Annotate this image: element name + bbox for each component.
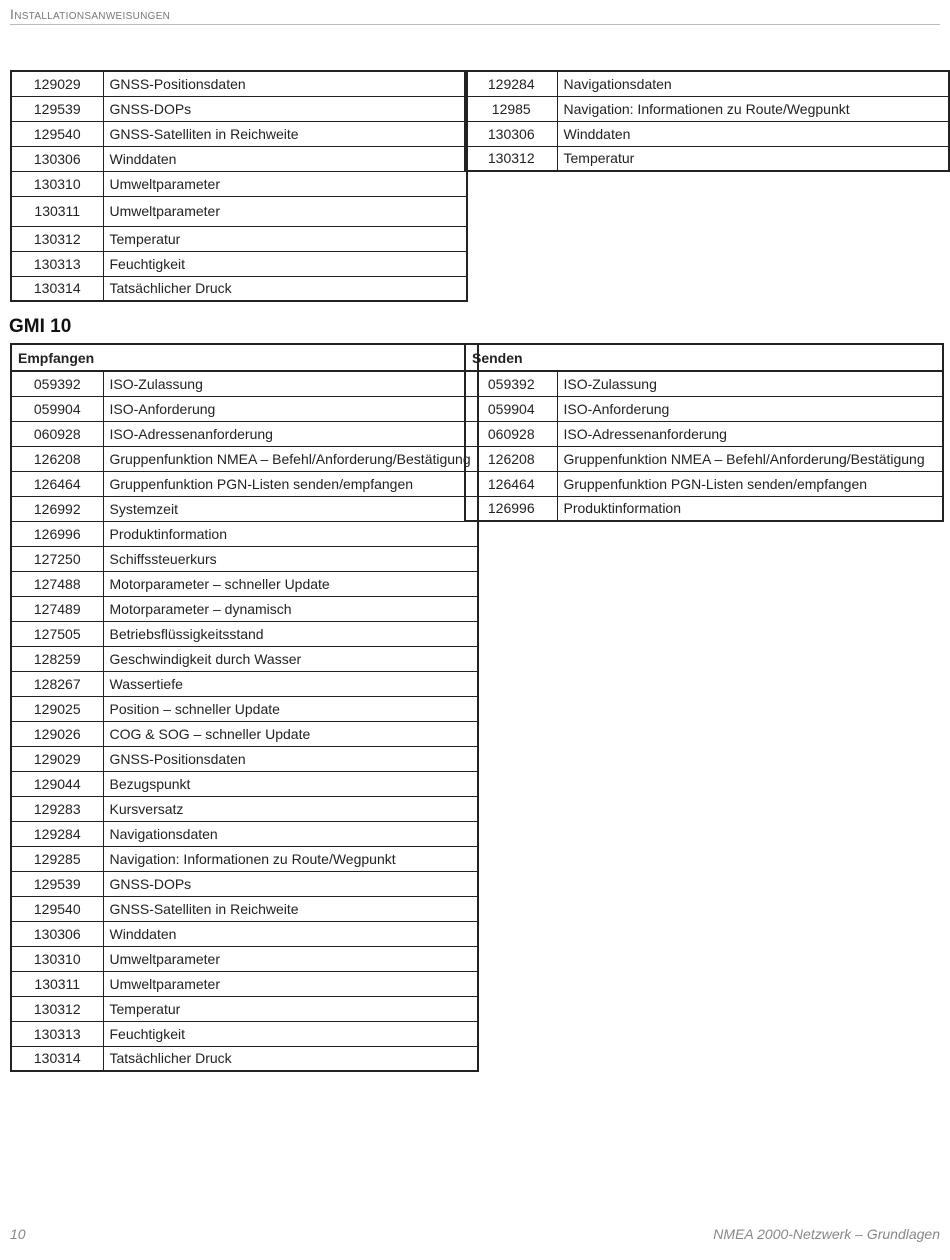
pgn-description-cell: ISO-Zulassung bbox=[557, 371, 943, 396]
pgn-description-cell: Navigation: Informationen zu Route/Wegpunkt bbox=[557, 96, 949, 121]
pgn-number-cell: 130310 bbox=[11, 946, 103, 971]
pgn-number-cell: 129029 bbox=[11, 746, 103, 771]
table-row bbox=[11, 521, 478, 546]
pgn-number-cell: 128267 bbox=[11, 671, 103, 696]
send-column-header: Senden bbox=[465, 344, 943, 371]
pgn-table-top-left bbox=[10, 70, 468, 302]
pgn-number-cell: 130313 bbox=[11, 1021, 103, 1046]
table-row bbox=[11, 821, 478, 846]
pgn-description-cell: ISO-Adressenanforderung bbox=[557, 421, 943, 446]
pgn-description-cell: Winddaten bbox=[557, 121, 949, 146]
table-row bbox=[11, 71, 467, 96]
table-row bbox=[11, 396, 478, 421]
table-row bbox=[11, 276, 467, 301]
pgn-number-cell: 129283 bbox=[11, 796, 103, 821]
table-row bbox=[11, 771, 478, 796]
pgn-number-cell: 126996 bbox=[11, 521, 103, 546]
pgn-number-cell: 130306 bbox=[11, 146, 103, 171]
table-row bbox=[11, 421, 478, 446]
table-row bbox=[11, 171, 467, 196]
table-row bbox=[11, 596, 478, 621]
section-heading-gmi10: GMI 10 bbox=[9, 316, 72, 337]
pgn-table-top-right bbox=[464, 70, 950, 172]
table-row bbox=[11, 446, 478, 471]
pgn-number-cell: 059392 bbox=[11, 371, 103, 396]
table-row bbox=[11, 196, 467, 226]
table-row bbox=[11, 1021, 478, 1046]
pgn-number-cell: 128259 bbox=[11, 646, 103, 671]
pgn-description-cell: Feuchtigkeit bbox=[103, 1021, 478, 1046]
pgn-description-cell: ISO-Zulassung bbox=[103, 371, 478, 396]
table-row bbox=[11, 871, 478, 896]
pgn-number-cell: 129044 bbox=[11, 771, 103, 796]
pgn-number-cell: 130306 bbox=[11, 921, 103, 946]
pgn-description-cell: Geschwindigkeit durch Wasser bbox=[103, 646, 478, 671]
pgn-description-cell: Wassertiefe bbox=[103, 671, 478, 696]
pgn-description-cell: Betriebsflüssigkeitsstand bbox=[103, 621, 478, 646]
pgn-number-cell: 129540 bbox=[11, 896, 103, 921]
table-row bbox=[465, 146, 949, 171]
pgn-number-cell: 059392 bbox=[465, 371, 557, 396]
pgn-description-cell: GNSS-DOPs bbox=[103, 96, 467, 121]
table-row bbox=[11, 146, 467, 171]
table-row bbox=[11, 671, 478, 696]
table-row bbox=[11, 646, 478, 671]
table-row bbox=[465, 421, 943, 446]
pgn-description-cell: GNSS-Positionsdaten bbox=[103, 746, 478, 771]
pgn-description-cell: Tatsächlicher Druck bbox=[103, 1046, 478, 1071]
table-row bbox=[11, 546, 478, 571]
pgn-description-cell: Navigationsdaten bbox=[103, 821, 478, 846]
pgn-description-cell: Feuchtigkeit bbox=[103, 251, 467, 276]
table-row bbox=[465, 371, 943, 396]
pgn-number-cell: 130312 bbox=[465, 146, 557, 171]
pgn-number-cell: 129285 bbox=[11, 846, 103, 871]
pgn-number-cell: 130313 bbox=[11, 251, 103, 276]
pgn-number-cell: 126208 bbox=[465, 446, 557, 471]
pgn-number-cell: 130314 bbox=[11, 1046, 103, 1071]
table-row bbox=[11, 251, 467, 276]
pgn-description-cell: Produktinformation bbox=[557, 496, 943, 521]
table-row bbox=[11, 971, 478, 996]
table-row bbox=[11, 746, 478, 771]
table-row bbox=[11, 371, 478, 396]
receive-column-header: Empfangen bbox=[11, 344, 478, 371]
pgn-description-cell: GNSS-DOPs bbox=[103, 871, 478, 896]
pgn-number-cell: 127250 bbox=[11, 546, 103, 571]
pgn-description-cell: Bezugspunkt bbox=[103, 771, 478, 796]
pgn-description-cell: Motorparameter – dynamisch bbox=[103, 596, 478, 621]
pgn-description-cell: Gruppenfunktion PGN-Listen senden/empfangen bbox=[557, 471, 943, 496]
pgn-number-cell: 059904 bbox=[465, 396, 557, 421]
pgn-description-cell: Winddaten bbox=[103, 921, 478, 946]
pgn-number-cell: 129284 bbox=[11, 821, 103, 846]
pgn-description-cell: Winddaten bbox=[103, 146, 467, 171]
table-row bbox=[11, 696, 478, 721]
table-row bbox=[465, 471, 943, 496]
pgn-description-cell: Umweltparameter bbox=[103, 971, 478, 996]
pgn-number-cell: 130306 bbox=[465, 121, 557, 146]
pgn-number-cell: 130312 bbox=[11, 996, 103, 1021]
pgn-description-cell: GNSS-Satelliten in Reichweite bbox=[103, 121, 467, 146]
pgn-description-cell: ISO-Anforderung bbox=[557, 396, 943, 421]
pgn-description-cell: GNSS-Positionsdaten bbox=[103, 71, 467, 96]
table-row bbox=[11, 621, 478, 646]
table-row bbox=[11, 796, 478, 821]
pgn-description-cell: Tatsächlicher Druck bbox=[103, 276, 467, 301]
pgn-description-cell: Navigationsdaten bbox=[557, 71, 949, 96]
pgn-number-cell: 130311 bbox=[11, 971, 103, 996]
pgn-number-cell: 130314 bbox=[11, 276, 103, 301]
pgn-number-cell: 129025 bbox=[11, 696, 103, 721]
pgn-number-cell: 126996 bbox=[465, 496, 557, 521]
pgn-number-cell: 127505 bbox=[11, 621, 103, 646]
pgn-description-cell: Temperatur bbox=[103, 226, 467, 251]
pgn-description-cell: Navigation: Informationen zu Route/Wegpunkt bbox=[103, 846, 478, 871]
table-row bbox=[11, 896, 478, 921]
pgn-description-cell: ISO-Anforderung bbox=[103, 396, 478, 421]
pgn-description-cell: ISO-Adressenanforderung bbox=[103, 421, 478, 446]
pgn-description-cell: Produktinformation bbox=[103, 521, 478, 546]
pgn-description-cell: Temperatur bbox=[103, 996, 478, 1021]
running-header: Installationsanweisungen bbox=[10, 6, 940, 25]
table-row bbox=[11, 571, 478, 596]
table-row bbox=[465, 396, 943, 421]
pgn-description-cell: Gruppenfunktion NMEA – Befehl/Anforderung/Bestätigung bbox=[557, 446, 943, 471]
pgn-description-cell: Motorparameter – schneller Update bbox=[103, 571, 478, 596]
table-row bbox=[11, 96, 467, 121]
pgn-number-cell: 126208 bbox=[11, 446, 103, 471]
pgn-description-cell: Gruppenfunktion PGN-Listen senden/empfangen bbox=[103, 471, 478, 496]
pgn-description-cell: Umweltparameter bbox=[103, 196, 467, 226]
pgn-number-cell: 129540 bbox=[11, 121, 103, 146]
pgn-number-cell: 126464 bbox=[11, 471, 103, 496]
table-row bbox=[11, 496, 478, 521]
pgn-number-cell: 129284 bbox=[465, 71, 557, 96]
table-row bbox=[11, 921, 478, 946]
pgn-number-cell: 12985 bbox=[465, 96, 557, 121]
table-row bbox=[11, 1046, 478, 1071]
pgn-number-cell: 130310 bbox=[11, 171, 103, 196]
pgn-number-cell: 129026 bbox=[11, 721, 103, 746]
pgn-number-cell: 060928 bbox=[11, 421, 103, 446]
pgn-description-cell: Temperatur bbox=[557, 146, 949, 171]
table-row bbox=[465, 71, 949, 96]
table-row bbox=[11, 846, 478, 871]
table-row bbox=[465, 121, 949, 146]
pgn-description-cell: Systemzeit bbox=[103, 496, 478, 521]
footer-section-title: NMEA 2000-Netzwerk – Grundlagen bbox=[713, 1226, 940, 1242]
table-row bbox=[465, 96, 949, 121]
table-row bbox=[11, 996, 478, 1021]
page-number: 10 bbox=[10, 1226, 26, 1242]
table-row bbox=[11, 721, 478, 746]
gmi10-send-table bbox=[464, 343, 944, 522]
table-row bbox=[11, 121, 467, 146]
pgn-number-cell: 059904 bbox=[11, 396, 103, 421]
pgn-number-cell: 127489 bbox=[11, 596, 103, 621]
table-row bbox=[465, 446, 943, 471]
pgn-description-cell: Kursversatz bbox=[103, 796, 478, 821]
pgn-number-cell: 126464 bbox=[465, 471, 557, 496]
pgn-number-cell: 129029 bbox=[11, 71, 103, 96]
pgn-number-cell: 127488 bbox=[11, 571, 103, 596]
gmi10-receive-table bbox=[10, 343, 479, 1072]
pgn-description-cell: COG & SOG – schneller Update bbox=[103, 721, 478, 746]
pgn-description-cell: Schiffssteuerkurs bbox=[103, 546, 478, 571]
table-row bbox=[11, 471, 478, 496]
pgn-description-cell: Position – schneller Update bbox=[103, 696, 478, 721]
pgn-number-cell: 130312 bbox=[11, 226, 103, 251]
table-row bbox=[11, 226, 467, 251]
pgn-number-cell: 130311 bbox=[11, 196, 103, 226]
pgn-number-cell: 126992 bbox=[11, 496, 103, 521]
pgn-number-cell: 129539 bbox=[11, 871, 103, 896]
pgn-description-cell: Gruppenfunktion NMEA – Befehl/Anforderung/Bestätigung bbox=[103, 446, 478, 471]
pgn-description-cell: GNSS-Satelliten in Reichweite bbox=[103, 896, 478, 921]
table-row bbox=[465, 496, 943, 521]
pgn-number-cell: 060928 bbox=[465, 421, 557, 446]
pgn-description-cell: Umweltparameter bbox=[103, 171, 467, 196]
pgn-description-cell: Umweltparameter bbox=[103, 946, 478, 971]
pgn-number-cell: 129539 bbox=[11, 96, 103, 121]
table-row bbox=[11, 946, 478, 971]
